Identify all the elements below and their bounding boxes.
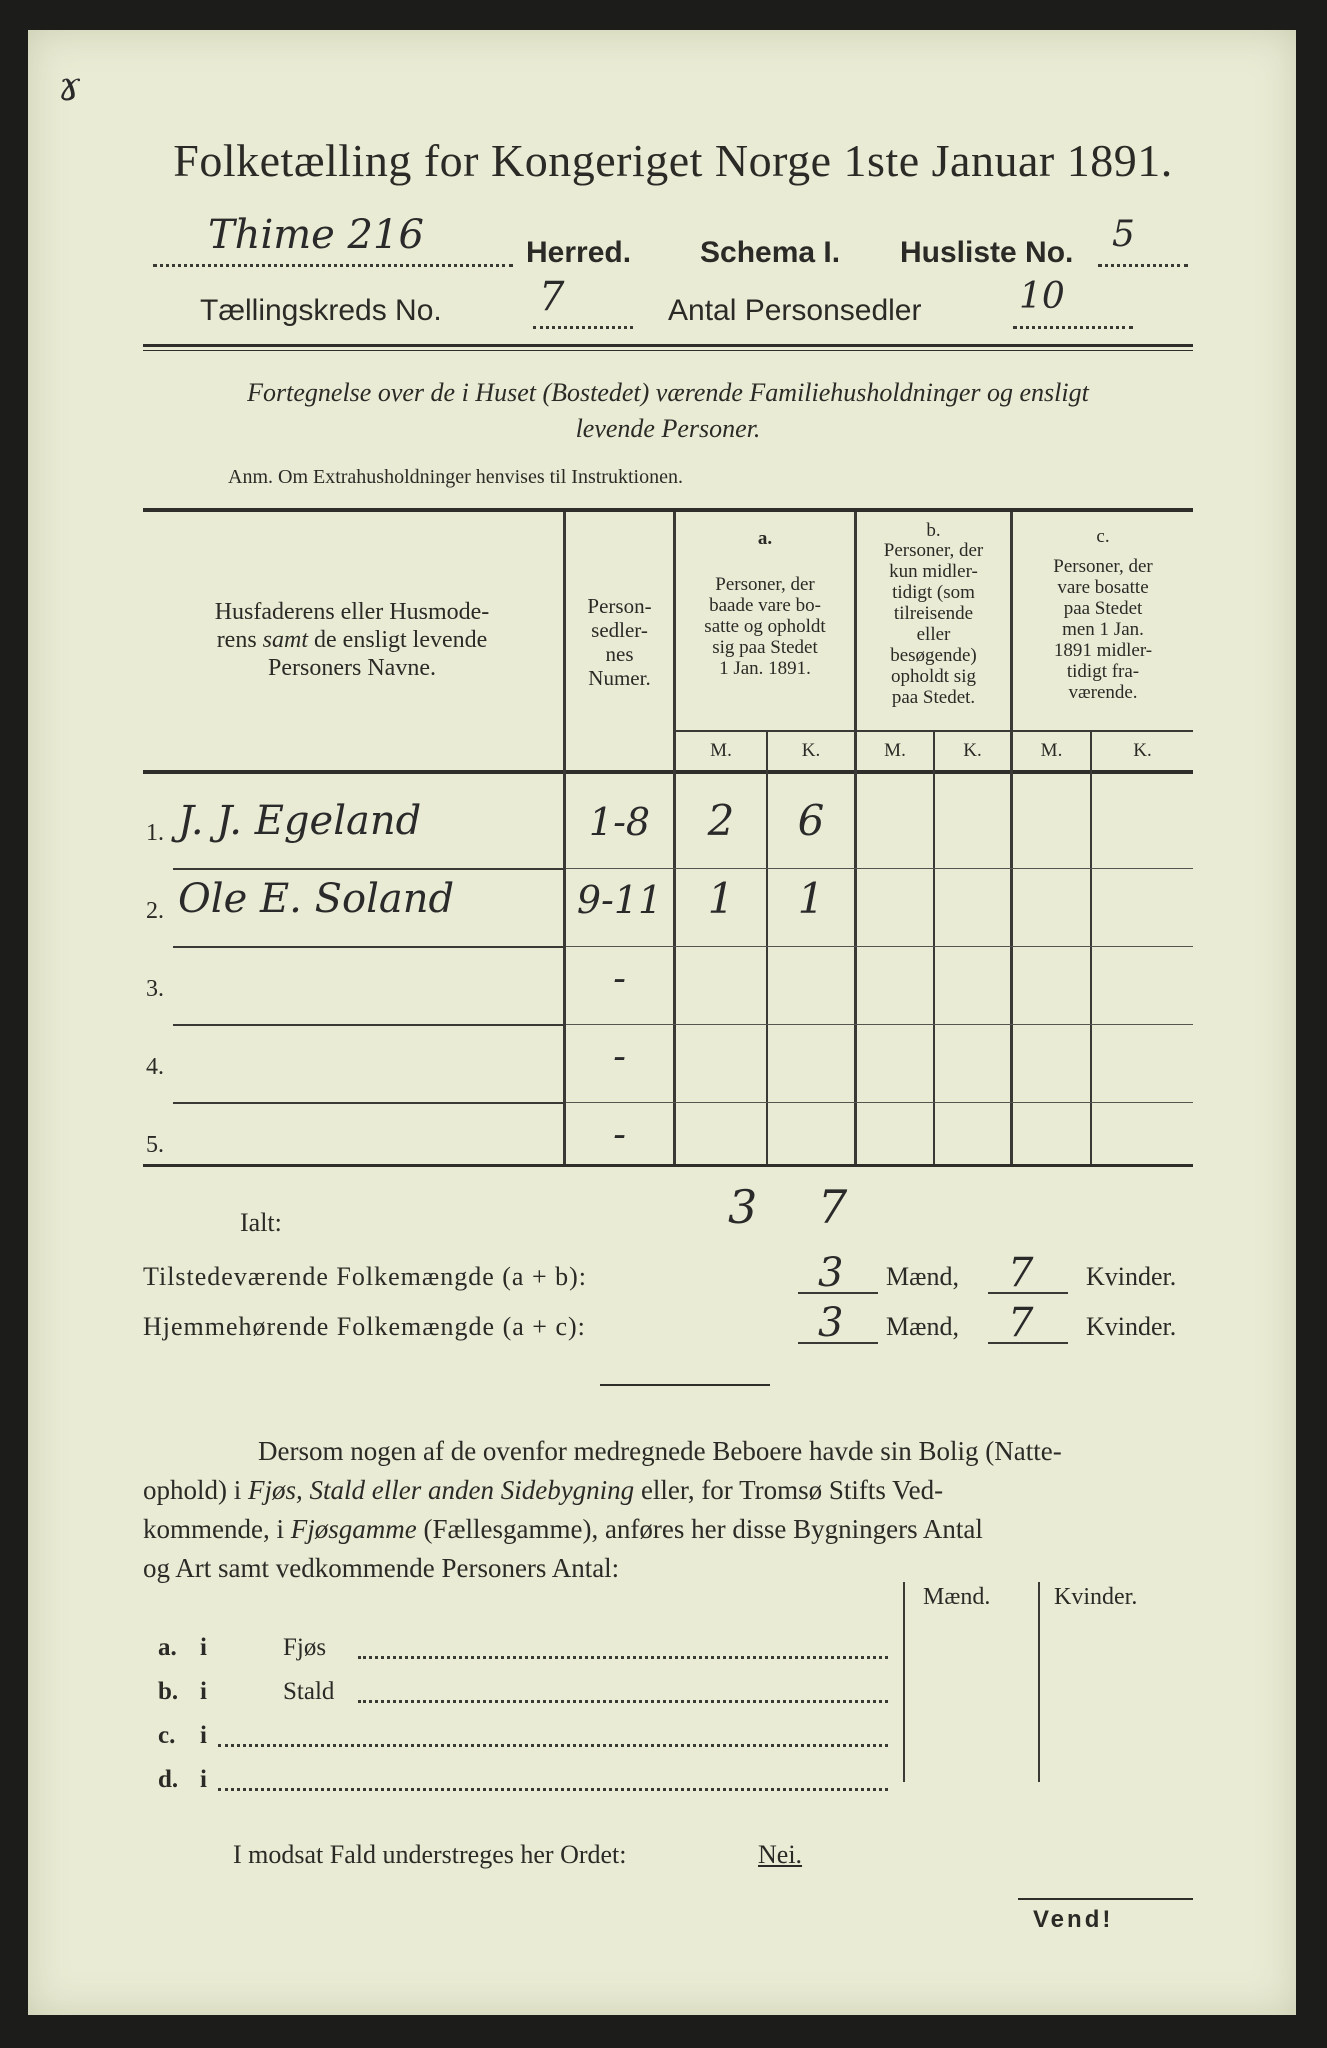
col-b-text xyxy=(857,540,1010,708)
row-line-name xyxy=(173,946,563,948)
row-line-cells xyxy=(566,868,1193,869)
c-text-line: 1891 midler- xyxy=(1053,640,1153,661)
c-text-line: men 1 Jan. xyxy=(1062,619,1144,640)
bld-item-dots xyxy=(218,1744,888,1747)
taellingskreds-value: 7 xyxy=(539,274,565,320)
c-text-line: vare bosatte xyxy=(1057,577,1149,598)
row-personsedler: 1-8 xyxy=(588,800,651,844)
vend-label: Vend! xyxy=(1033,1906,1114,1933)
hjem-m: 3 xyxy=(818,1300,844,1346)
bld-col-maend: Mænd. xyxy=(923,1584,991,1610)
row-line-cells xyxy=(566,1024,1193,1025)
taellingskreds-label: Tællingskreds No. xyxy=(200,294,442,327)
herred-field xyxy=(153,212,513,267)
antal-field xyxy=(1013,276,1133,329)
c-text-line: paa Stedet xyxy=(1063,598,1143,619)
row-line-cells xyxy=(566,946,1193,947)
b-text-line: kun midler- xyxy=(889,561,978,582)
ialt-m: 3 xyxy=(728,1180,758,1234)
row-line-name xyxy=(173,1102,563,1104)
row-personsedler: - xyxy=(613,956,626,1000)
c-text-line: tidigt fra- xyxy=(1066,661,1140,682)
row-line-name xyxy=(173,868,563,870)
col-num-header: Person- sedler- nes Numer. xyxy=(587,594,652,690)
hjem-k-field xyxy=(988,1300,1068,1346)
row-personsedler: - xyxy=(613,1034,626,1078)
bld-item-letter: c. xyxy=(158,1722,176,1749)
bld-item-letter: a. xyxy=(158,1634,177,1661)
tilst-label: Tilstedeværende Folkemængde (a + b): xyxy=(143,1262,587,1291)
tilst-k-field xyxy=(988,1250,1068,1296)
taellingskreds-field xyxy=(533,274,633,329)
row-number: 1. xyxy=(146,820,164,846)
b-text-line: eller xyxy=(916,624,951,645)
hjem-maend: Mænd, xyxy=(886,1312,959,1341)
row-name: Ole E. Soland xyxy=(178,876,455,922)
husliste-field xyxy=(1098,214,1188,267)
c-text-line: Personer, der xyxy=(1053,556,1153,577)
bld-item-label: Stald xyxy=(283,1678,335,1705)
ialt-k: 7 xyxy=(818,1180,848,1234)
bld-item-dots xyxy=(358,1656,888,1659)
vend-rule xyxy=(1018,1898,1193,1900)
b-m-label: M. xyxy=(884,740,906,761)
a-text-line: 1 Jan. 1891. xyxy=(719,658,811,679)
hjem-k: 7 xyxy=(1008,1300,1034,1346)
c-m-label: M. xyxy=(1040,740,1063,761)
b-text-line: Personer, der xyxy=(883,540,984,561)
b-text-line: tidigt (som xyxy=(892,582,975,603)
vline-b-mk xyxy=(933,730,935,1164)
b-text-line: paa Stedet. xyxy=(891,687,976,708)
a-text-line: baade vare bo- xyxy=(709,595,821,616)
antal-label: Antal Personsedler xyxy=(668,294,922,327)
row-number: 5. xyxy=(146,1132,164,1158)
herred-label: Herred. xyxy=(526,236,632,269)
bld-item-label: Fjøs xyxy=(283,1634,327,1661)
row-number: 3. xyxy=(146,976,164,1002)
herred-value: Thime 216 xyxy=(208,212,424,258)
separator xyxy=(600,1384,770,1386)
a-text-line: Personer, der xyxy=(715,574,815,595)
col-b-letter: b. xyxy=(926,520,941,541)
subtitle-line1: Fortegnelse over de i Huset (Bostedet) værende Familiehusholdninger og ensligt xyxy=(247,378,1089,407)
buildings-paragraph: Dersom nogen af de ovenfor medregnede Beboere havde sin Bolig (Natte- ophold) i Fjøs, Stald eller anden Sidebygning eller, for Tromsø Stifts Ved- kommende, i Fjøsgamme (Fællesgamme), anføres her disse Bygningers Antal og Art samt vedkommende Personers Antal: xyxy=(143,1436,1062,1583)
c-k-label: K. xyxy=(1133,740,1152,761)
tilst-m-field xyxy=(798,1250,878,1296)
mk-header-line xyxy=(673,730,1193,732)
col-name-l1: Husfaderens eller Husmode- xyxy=(214,599,490,625)
anm-note: Anm. Om Extrahusholdninger henvises til Instruktionen. xyxy=(228,466,683,488)
bld-item-dots xyxy=(358,1700,888,1703)
husliste-value: 5 xyxy=(1112,214,1135,255)
a-k-label: K. xyxy=(801,740,821,761)
col-c-text xyxy=(1013,556,1193,703)
hjem-kvinder: Kvinder. xyxy=(1086,1312,1177,1341)
antal-value: 10 xyxy=(1019,276,1065,317)
husliste-label: Husliste No. xyxy=(900,236,1074,269)
header-rule xyxy=(143,344,1193,347)
hjem-label: Hjemmehørende Folkemængde (a + c): xyxy=(143,1312,586,1341)
col-name-l2: rens samt de ensligt levende xyxy=(216,627,488,653)
row-a-k: 1 xyxy=(797,874,825,923)
b-text-line: tilreisende xyxy=(893,603,974,624)
hjem-m-field xyxy=(798,1300,878,1346)
c-text-line: værende. xyxy=(1068,682,1138,703)
row-a-m: 2 xyxy=(707,796,735,845)
row-number: 2. xyxy=(146,898,164,924)
corner-mark: ɤ xyxy=(58,64,81,110)
bld-item-prefix: i xyxy=(200,1766,207,1793)
row-number: 4. xyxy=(146,1054,164,1080)
bld-item-letter: d. xyxy=(158,1766,179,1793)
row-line-cells xyxy=(566,1102,1193,1103)
a-text-line: sig paa Stedet xyxy=(712,637,818,658)
row-personsedler: - xyxy=(613,1112,626,1156)
a-m-label: M. xyxy=(710,740,732,761)
header-rule-thin xyxy=(143,350,1193,351)
row-a-k: 6 xyxy=(797,796,825,845)
bld-item-prefix: i xyxy=(200,1634,207,1661)
bld-item-letter: b. xyxy=(158,1678,179,1705)
census-form-sheet xyxy=(28,30,1296,2015)
bld-item-prefix: i xyxy=(200,1722,207,1749)
row-a-m: 1 xyxy=(707,874,735,923)
row-line-name xyxy=(173,1024,563,1026)
col-name-l3: Personers Navne. xyxy=(268,655,436,681)
ialt-label: Ialt: xyxy=(240,1208,282,1237)
schema-label: Schema I. xyxy=(700,236,841,269)
subtitle-line2: levende Personer. xyxy=(575,414,761,443)
row-name: J. J. Egeland xyxy=(178,798,422,844)
modsat-text: I modsat Fald understreges her Ordet: xyxy=(233,1840,627,1869)
tilst-k: 7 xyxy=(1008,1250,1034,1296)
vline-c-mk xyxy=(1090,730,1092,1164)
col-a-text xyxy=(676,574,854,679)
table-bottom-rule xyxy=(143,1164,1193,1167)
bld-item-prefix: i xyxy=(200,1678,207,1705)
b-text-line: besøgende) xyxy=(890,645,977,666)
table-header-rule xyxy=(143,770,1193,774)
bld-col-kvinder: Kvinder. xyxy=(1054,1584,1138,1610)
bld-vline-1 xyxy=(903,1582,905,1782)
col-a-letter: a. xyxy=(757,528,773,549)
a-text-line: satte og opholdt xyxy=(704,616,826,637)
bld-item-dots xyxy=(218,1788,888,1791)
nei-word: Nei. xyxy=(758,1840,803,1869)
tilst-maend: Mænd, xyxy=(886,1262,959,1291)
row-personsedler: 9-11 xyxy=(576,878,663,922)
table-top-rule xyxy=(143,508,1193,512)
tilst-m: 3 xyxy=(818,1250,844,1296)
col-name-header xyxy=(146,598,558,682)
b-text-line: opholdt sig xyxy=(891,666,976,687)
bld-vline-2 xyxy=(1038,1582,1040,1782)
col-c-letter: c. xyxy=(1096,526,1110,547)
b-k-label: K. xyxy=(963,740,982,761)
tilst-kvinder: Kvinder. xyxy=(1086,1262,1177,1291)
form-title: Folketælling for Kongeriget Norge 1ste Januar 1891. xyxy=(173,135,1173,186)
